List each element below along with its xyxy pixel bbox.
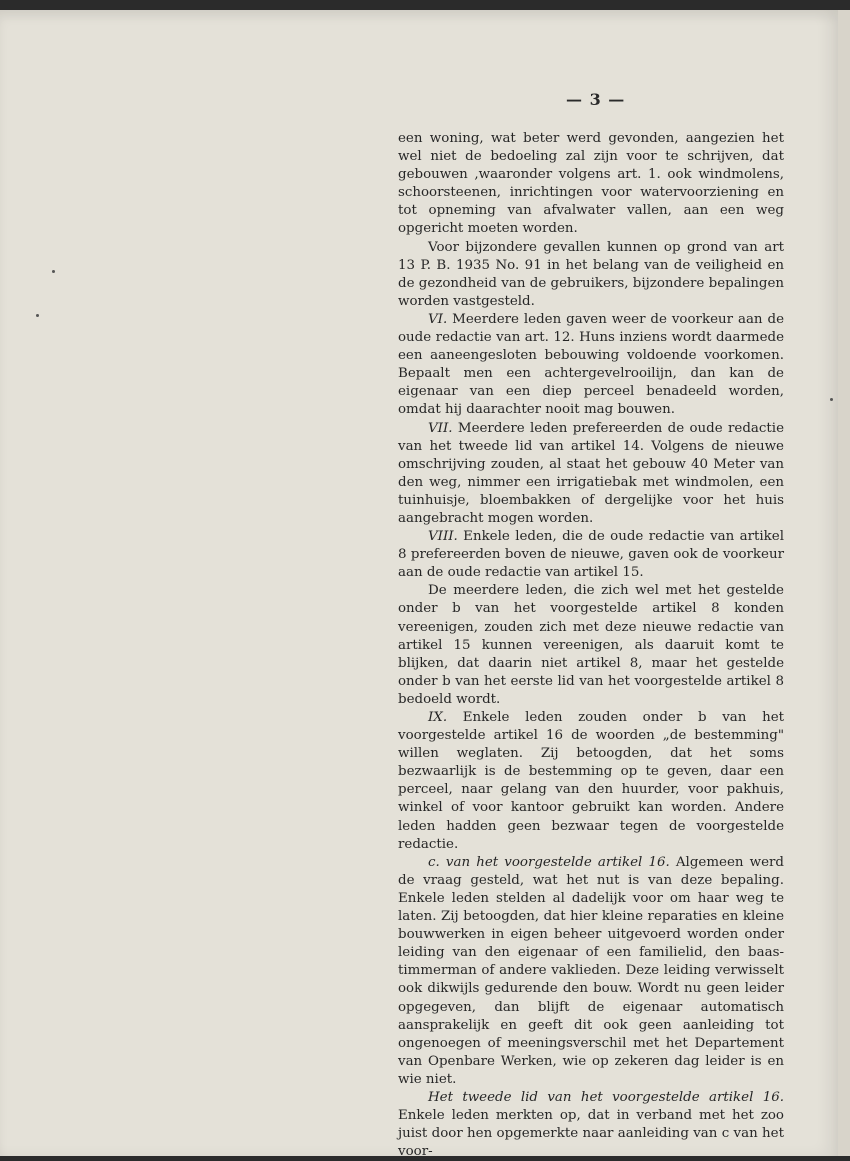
paragraph: VI. Meerdere leden gaven weer de voorkeur aan de oude redactie van art. 12. Huns inziens wordt daarmede een aaneengesloten bebouwing voldoende voorkomen. Bepaalt men een achtergevelrooilijn, dan kan de eigenaar van een diep perceel benadeeld worden, omdat hij daarachter nooit mag bouwen. [398,311,784,418]
section-lead: VII. [428,420,453,436]
paragraph: een woning, wat beter werd gevonden, aangezien het wel niet de bedoeling zal zijn voor te schrijven, dat gebouwen ,waaronder volgens art. 1. ook windmolens, schoorsteenen, inrichtingen voor watervoorziening en tot opneming van afvalwater vallen, aan een weg opgericht moeten worden. [398,131,784,237]
section-lead: c. van het voorgestelde artikel 16. [428,854,670,870]
paragraph: VIII. Enkele leden, die de oude redactie van artikel 8 prefereerden boven de nieuwe, gaven ook de voorkeur aan de oude redactie van artikel 15. [398,529,784,581]
paragraph: VII. Meerdere leden prefereerden de oude redactie van het tweede lid van artikel 14. Volgens de nieuwe omschrijving zouden, al staat het gebouw 40 Meter van den weg, nimmer een irrigatiebak met windmolen, een tuinhuisje, bloembakken of dergelijke voor het huis aangebracht mogen worden. [398,420,784,526]
paper-speck [36,314,39,317]
section-lead: Het tweede lid van het voorgestelde artikel 16. [428,1089,784,1105]
paragraph: Het tweede lid van het voorgestelde artikel 16. Enkele leden merkten op, dat in verband met het zoo juist door hen opgemerkte naar aanleiding van c van het voor- [398,1089,784,1160]
page-edge [838,10,850,1156]
section-lead: VIII. [428,529,458,545]
section-lead: VI. [428,311,448,327]
page-number: — 3 — [566,90,626,109]
paragraph: c. van het voorgestelde artikel 16. Algemeen werd de vraag gesteld, wat het nut is van deze bepaling. Enkele leden stelden al dadelijk voor om haar weg te laten. Zij betoogden, dat hier kleine reparaties en kleine bouwwerken in eigen beheer uitgevoerd worden onder leiding van den eigenaar of een familielid, den baas-timmerman of andere vaklieden. Deze leiding verwisselt ook dikwijls gedurende den bouw. Wordt nu geen leider opgegeven, dan blijft de eigenaar automatisch aansprakelijk en geeft dit ook geen aanleiding tot ongenoegen of meeningsverschil met het Departement van Openbare Werken, wie op zekeren dag leider is en wie niet. [398,854,784,1087]
paragraph: De meerdere leden, die zich wel met het gestelde onder b van het voorgestelde artikel 8 konden vereenigen, zouden zich met deze nieuwe redactie van artikel 15 kunnen vereenigen, als daaruit komt te blijken, dat daarin niet artikel 8, maar het gestelde onder b van het eerste lid van het voorgestelde artikel 8 bedoeld wordt. [398,583,784,707]
paper-speck [52,270,55,273]
paragraph: Voor bijzondere gevallen kunnen op grond van art 13 P. B. 1935 No. 91 in het belang van de veiligheid en de gezondheid van de gebruikers, bijzondere bepalingen worden vastgesteld. [398,239,784,309]
text-column [398,130,784,1161]
section-lead: IX. [428,710,448,725]
paper-speck [830,398,833,401]
paragraph: IX. Enkele leden zouden onder b van het voorgestelde artikel 16 de woorden „de bestemming" willen weglaten. Zij betoogden, dat het soms bezwaarlijk is de bestemming op te geven, daar een perceel, naar gelang van den huurder, voor pakhuis, winkel of voor kantoor gebruikt kan worden. Andere leden hadden geen bezwaar tegen de voorgestelde redactie. [398,710,784,852]
